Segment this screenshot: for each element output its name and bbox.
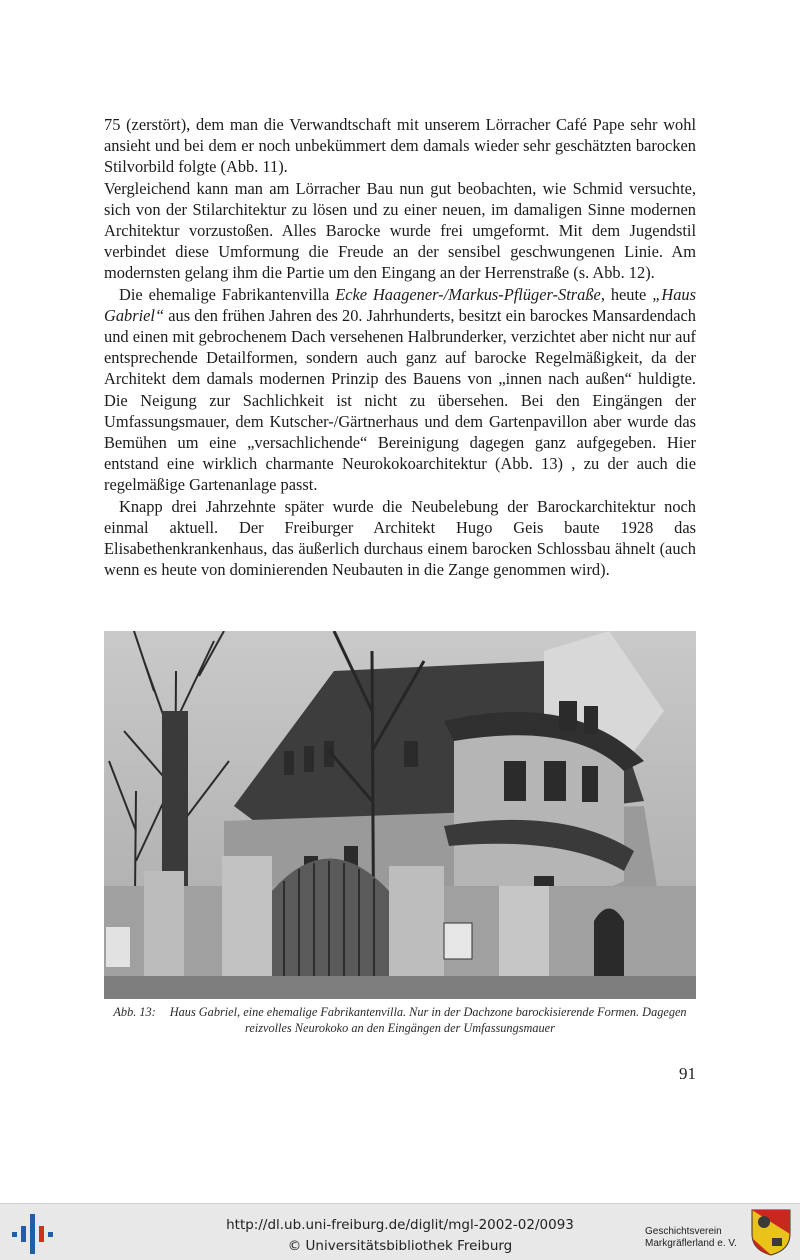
footer-bar <box>0 1203 800 1260</box>
caption-text: Haus Gabriel, eine ehemalige Fabrikantenvilla. Nur in der Dachzone barockisierende Formen. Dagegen reizvolles Neurokoko an den Eingängen der Umfassungsmauer <box>169 1005 687 1035</box>
society-name <box>645 1226 737 1249</box>
paragraph-1: 75 (zerstört), dem man die Verwandtschaft mit unserem Lörracher Café Pape sehr wohl ansieht und bei dem er noch unbekümmert dem damals wieder sehr geschätzten barocken Stilvorbild folgte (Abb. 11). <box>104 115 696 177</box>
coat-of-arms-icon[interactable] <box>750 1208 792 1256</box>
society-line-1: Geschichtsverein <box>645 1226 722 1237</box>
paragraph-3-part-c: , heute <box>600 284 653 304</box>
ub-freiburg-logo-icon[interactable] <box>10 1212 56 1256</box>
house-name: „Haus Gabriel“ <box>104 284 696 325</box>
paragraph-3-part-a: Die ehemalige Fabrikantenvilla <box>119 284 336 304</box>
page-number: 91 <box>679 1064 696 1083</box>
body-text <box>104 114 696 580</box>
paragraph-3-part-e: aus den frühen Jahren des 20. Jahrhunderts, besitzt ein barockes Mansardendach und einen mit gebrochenem Dach versehenen Halbrunderker, verzichtet aber nicht nur auf entsprechende Detailformen, sondern auch ganz auf barocke Regelmäßigkeit, da der Architekt dem damals modernen Prinzip des Bauens von „innen nach außen“ huldigte. Die Neigung zur Sachlichkeit ist nicht zu übersehen. Bei den Eingängen der Umfassungsmauer, dem Kutscher-/Gärtnerhaus und dem Gartenpavillon aber wurde das Bemühen um eine „versachlichende“ Bereinigung dagegen ganz aufgegeben. Hier entstand eine wirklich charmante Neurokokoarchitektur (Abb. 13) , zu der auch die regelmäßige Gartenanlage passt. <box>104 305 696 495</box>
footer-url-link[interactable]: http://dl.ub.uni-freiburg.de/diglit/mgl-2002-02/0093 <box>226 1217 574 1233</box>
street-name: Ecke Haagener-/Markus-Pflüger-Straße <box>335 284 601 304</box>
footer-copyright: © Universitätsbibliothek Freiburg <box>287 1238 513 1254</box>
paragraph-4: Knapp drei Jahrzehnte später wurde die Neubelebung der Barockarchitektur noch einmal aktuell. Der Freiburger Architekt Hugo Geis baute 1928 das Elisabethenkrankenhaus, das äußerlich durchaus einem barocken Schlossbau ähnelt (auch wenn es heute von dominierenden Neubauten in die Zange genommen wird). <box>104 496 696 580</box>
figure-caption <box>104 1004 696 1036</box>
society-line-2: Markgräflerland e. V. <box>645 1237 737 1249</box>
paragraph-2: Vergleichend kann man am Lörracher Bau nun gut beobachten, wie Schmid versuchte, sich von der Stilarchitektur zu lösen und zu einer neuen, im damaligen Sinne modernen Architektur vorzustoßen. Alles Barocke wurde frei umgeformt. Mit dem Jugendstil verbindet diese Umformung die Freude an der sensibel geschwungenen Linie. Am modernsten gelang ihm die Partie um den Eingang an der Herrenstraße (s. Abb. 12). <box>104 178 696 283</box>
paragraph-3 <box>104 284 696 496</box>
caption-label: Abb. 13: <box>113 1005 156 1019</box>
photo-haus-gabriel <box>104 631 696 999</box>
